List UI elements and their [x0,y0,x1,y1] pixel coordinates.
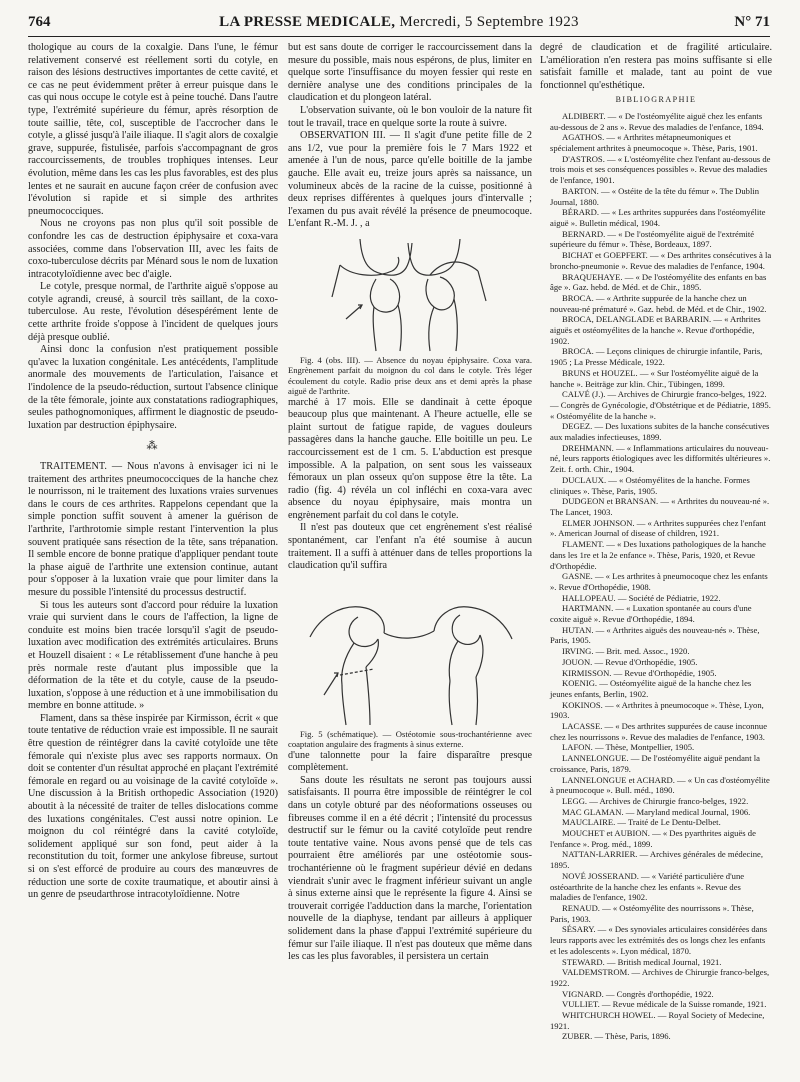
bibliography-entry: BARTON. — « Ostéite de la tête du fémur ». The Dublin Journal, 1880. [550,185,760,207]
bibliography-entry: DEGEZ. — Des luxations subites de la hanche consécutives aux maladies infectieuses, 1899. [550,421,770,443]
column-3 [540,42,772,1076]
page-header [28,14,770,34]
paragraph: Il n'est pas douteux que cet engrènement s'est réalisé spontanément, car l'enfant n'a été soumise à aucun traitement. Il a suffi à atténuer dans de telles proportions la claudication qu'il suffira [288,522,532,572]
figure-4-radiograph-sketch [310,235,510,353]
bibliography-entry: AGATHOS. — « Arthrites métapneumoniques et spécialement arthrites à pneumocoque ». Thèse, Paris, 1901. [550,132,758,154]
bibliography-entry: BICHAT et GOEPFERT. — « Des arthrites consécutives à la broncho-pneumonie ». Revue des maladies de l'enfance, 1904. [550,250,772,271]
bibliography-entry: IRVING. — Brit. med. Assoc., 1920. [562,646,690,657]
bibliography-entry: NATTAN-LARRIER. — Archives générales de médecine, 1895. [550,849,763,871]
paragraph: but est sans doute de corriger le raccourcissement dans la mesure du possible, mais nous espérons, de plus, limiter en quelque sorte l'insuffisance du moyen fessier qui reste en dernière analyse une des conditions principales de la claudication et du plongeon latéral. [288,42,532,104]
bibliography-entry: HARTMANN. — « Luxation spontanée au cours d'une coxite aiguë ». Revue d'Orthopédie, 1894. [550,603,752,625]
bibliography-entry: BRAQUEHAYE. — « De l'ostéomyélite des enfants en bas âge ». Gaz. hebd. de Méd. et de Chir., 1895. [550,271,767,293]
running-title [28,14,770,31]
bibliography-list [540,111,772,1042]
journal-name: LA PRESSE MEDICALE, [219,14,396,30]
paragraph: marché à 17 mois. Elle se dandinait à cette époque beaucoup plus que maintenant. A l'heure actuelle, elle se plaint surtout de fatigue rapide, de vagues douleurs passagères dans la hanche gauche. Elle boitille un peu. Le raccourcissement est de 1 cm. 5. L'abduction est presque impossible. A la palpation, on sent sous les vaisseaux fémoraux un plan osseux qu'on suppose être la tête. La radio (fig. 4) révéla un col infléchi en coxa-vara avec absence du noyau épiphysaire, mais montra un engrènement parfait du col dans le cotyle. [288,396,532,521]
bibliography-entry: MAC GLAMAN. — Maryland medical Journal, 1906. [562,806,751,817]
bibliography-entry: BÉRARD. — « Les arthrites suppurées dans l'ostéomyélite aiguë ». Bulletin médical, 1904. [550,207,766,228]
column-2 [288,42,532,1076]
paragraph: Sans doute les résultats ne seront pas toujours aussi satisfaisants. Il pourra être impossible de réintégrer le col dans un cotyle obturé par des néoformations osseuses ou fibreuses comme il en a été décrit ; l'intensité du processus destructif sur le fémur ou la cavité cotyloïde peut rendre toute tentative vaine. Nous avons pensé que de tels cas pourraient être améliorés par une ostéotomie sous-trochantérienne où le fragment supérieur dévié en dedans viendrait s'unir avec le fragment inférieur suivant un angle à sinus externe ainsi que le représente la figure 4. Ainsi se trouverait corrigée l'adduction dans la marche, l'orientation nouvelle de la diaphyse, tendant par ailleurs à appliquer solidement dans la phase d'appui l'extrémité supérieure du fémur sur l'aile iliaque. Il n'est pas douteux que même dans les cas les plus favorables, il persistera un certain [288,774,532,963]
bibliography-entry: LACASSE. — « Des arthrites suppurées de cause inconnue chez les nourrissons ». Revue des maladies de l'enfance, 1903. [550,721,768,742]
bibliography-entry: DUDGEON et BRANSAN. — « Arthrites du nouveau-né ». The Lancet, 1903. [550,496,770,517]
bibliography-entry: D'ASTROS. — « L'ostéomyélite chez l'enfant au-dessous de trois mois et ses conséquences possibles ». Revue des maladies de l'enfance, 1901. [550,153,771,186]
bibliography-entry: MOUCHET et AUBION. — « Des pyarthrites aiguës de l'enfance ». Prog. méd., 1899. [550,828,756,849]
bibliography-entry: LANNELONGUE. — De l'ostéomyélite aiguë pendant la croissance, Paris, 1879. [550,753,760,774]
bibliography-entry: WHITCHURCH HOWEL. — Royal Society of Medecine, 1921. [550,1010,765,1031]
paragraph-observation: OBSERVATION III. — Il s'agit d'une petite fille de 2 ans 1/2, vue pour la première fois le 7 Mars 1922 et amenée à l'un de nous, parce qu'elle boitille de la jambe gauche. Elle avait eu, treize jours après sa naissance, un volumineux abcès de la racine de la cuisse, positionné à deux reprises différentes à quelques jours d'intervalle ; l'examen du pus avait révélé la présence de pneumocoque. L'enfant R.-M. J. , a [288,130,532,230]
bibliography-entry: LEGG. — Archives de Chirurgie franco-belges, 1922. [562,795,749,806]
bibliography-entry: DREHMANN. — « Inflammations articulaires du nouveau-né, leurs rapports étiologiques avec les difformités ultérieures ». Zeit. f. orth. Chir., 1904. [550,442,771,475]
page-number: 764 [28,14,51,30]
figure-5-caption: Fig. 5 (schématique). — Ostéotomie sous-trochantérienne avec coaptation angulaire des fragments à sinus externe. [288,728,532,750]
bibliography-entry: VIGNARD. — Congrès d'orthopédie, 1922. [562,988,714,999]
bibliography-entry: VALDEMSTROM. — Archives de Chirurgie franco-belges, 1922. [550,967,770,988]
bibliography-entry: BROCA. — « Arthrite suppurée de la hanche chez un nouveau-né prématuré ». Gaz. hebd. de Méd. et de Chir., 1902. [550,292,767,314]
bibliography-entry: ELMER JOHNSON. — « Arthrites suppurées chez l'enfant ». American Journal of disease of children, 1921. [550,517,766,539]
paragraph: d'une talonnette pour la faire disparaître presque complètement. [288,749,532,774]
paragraph: thologique au cours de la coxalgie. Dans l'une, le fémur relativement conservé est réellement sorti du cotyle, en raison des lésions destructives importantes de cette cavité, et ce cas ne peut évidemment prêter à erreur puisque dans le cas qui nous occupe le cotyle est à peine touché. Dans l'autre type, l'extrémité supérieure du fémur, après résorption de toute saillie, tête, col, susceptible de l'accrocher dans le cotyle, a glissé jusqu'à l'aile iliaque. Il s'agit alors de coxalgie grave, suppurée, fistulisée, parfois s'accompagnant de gros raccourcissements, de troubles trophiques intenses. Leur évolution, même dans les cas les plus favorables, est des plus lentes et ne saurait en aucune façon créer de confusion avec l'évolution si rapide et si simple des arthrites pneumococciques. [28,42,278,217]
bibliography-entry: ALDIBERT. — « De l'ostéomyélite aiguë chez les enfants au-dessous de 2 ans ». Revue des maladies de l'enfance, 1894. [550,110,764,132]
figure-4-caption: Fig. 4 (obs. III). — Absence du noyau épiphysaire. Coxa vara. Engrènement parfait du moignon du col dans le cotyle. Très léger écoulement du cotyle. Radio prise deux ans et demi après la phase aiguë de l'arthrite. [288,354,532,397]
bibliography-entry: ZUBER. — Thèse, Paris, 1896. [562,1031,671,1042]
header-rule [28,36,770,37]
column-1 [28,42,278,1076]
paragraph: Ainsi donc la confusion n'est pratiquement possible qu'avec la luxation congénitale. Les antécédents, l'amplitude anormale des mouvements de l'articulation, l'aisance et l'indolence de la pseudo-réduction, surtout l'absence clinique de la tête fémorale, jointe aux constatations radiographiques, seules pathognomoniques, affirment le diagnostic de pseudo-luxation par destruction épiphysaire. [28,344,278,431]
bibliography-entry: BERNARD. — « De l'ostéomyélite aiguë de l'extrémité supérieure du fémur ». Thèse, Bordeaux, 1897. [550,228,755,250]
bibliography-entry: NOVÉ JOSSERAND. — « Variété particulière d'une ostéoarthrite de la hanche chez les enfants ». Revue des maladies de l'enfance, 1902. [550,870,745,903]
issue-number: N° 71 [734,14,770,30]
bibliography-entry: CALVÉ (J.). — Archives de Chirurgie franco-belges, 1922. — Congrès de Gynécologie, d'Obstétrique et de Pédiatrie, 1895. « Ostéomyélite de la hanche ». [550,389,771,421]
bibliography-entry: LANNELONGUE et ACHARD. — « Un cas d'ostéomyélite à pneumocoque ». Bull. méd., 1890. [550,774,770,796]
paragraph: degré de claudication et de fragilité articulaire. L'amélioration n'en restera pas moins suffisante si elle satisfait famille et malade, tant au point de vue fonctionnel qu'esthétique. [540,42,772,91]
bibliography-entry: RENAUD. — « Ostéomyélite des nourrissons ». Thèse, Paris, 1903. [550,903,754,924]
bibliography-entry: MAUCLAIRE. — Traité de Le Dentu-Delbet. [562,817,721,828]
bibliography-entry: FLAMENT. — « Des luxations pathologiques de la hanche dans les 1re et la 2e enfance ». Thèse, Paris, 1920, et Revue d'Orthopédie. [550,539,766,571]
bibliography-entry: HALLOPEAU. — Société de Pédiatrie, 1922. [562,592,721,603]
bibliography-entry: LAFON. — Thèse, Montpellier, 1905. [562,742,695,753]
paragraph: Flament, dans sa thèse inspirée par Kirmisson, écrit « que toute tentative de réduction vraie est impossible. Il ne saurait être question de réintégrer dans la cavité cotyloïde une tête fémorale qui n'existe plus avec ses rapports normaux. On doit se contenter d'un résultat approché en plaçant l'extrémité fémorale en regard ou au voisinage de la cavité cotyloïde ». Une discussion à la British orthopedic Association (1920) aboutit à la nécessité de traiter de telles dislocations comme des luxations congénitales. C'est aussi notre opinion. Le moignon du col réintégré dans la cavité cotyloïde, solidement appliqué sur son fond, peut aider à la reconstitution du toit, former une ankylose fibreuse, surtout si on s'est efforcé de produire au cours des manœuvres de réduction une sorte de coxite traumatique, et aboutir ainsi à un genre de pseudarthrose intracotyloïdienne. Notre [28,712,278,901]
figure-5-osteotomy-schematic [300,577,520,727]
paragraph: Le cotyle, presque normal, de l'arthrite aiguë s'oppose au cotyle agrandi, creusé, à sourcil très saillant, de la coxo-tuberculose. Au reste, l'évolution désespérément lente de cette arthrite froide s'oppose à l'incident de quelques jours déjà presque oublié. [28,281,278,343]
bibliography-entry: DUCLAUX. — « Ostéomyélites de la hanche. Formes cliniques ». Thèse, Paris, 1905. [550,474,750,496]
bibliography-entry: VULLIET. — Revue médicale de la Suisse romande, 1921. [562,999,767,1010]
paragraph: L'observation suivante, où le bon vouloir de la nature fit tout le travail, trace en quelque sorte la route à suivre. [288,104,532,129]
bibliography-entry: STEWARD. — British medical Journal, 1921. [562,956,722,967]
bibliography-title: BIBLIOGRAPHIE [615,95,697,105]
bibliography-entry: KOENIG. — Ostéomyélite aiguë de la hanche chez les jeunes enfants, Berlin, 1902. [550,678,752,699]
paragraph: Nous ne croyons pas non plus qu'il soit possible de confondre les cas de destruction épiphysaire et coxa-vara associées, comme dans l'observation III, avec les faits de coxo-tuberculose décrits par Ménard sous le nom de luxation intracotyloïdienne avec bec d'aigle. [28,218,278,280]
bibliography-entry: KOKINOS. — « Arthrites à pneumocoque ». Thèse, Lyon, 1903. [550,699,764,721]
bibliography-entry: KIRMISSON. — Revue d'Orthopédie, 1905. [562,667,717,678]
bibliography-entry: GASNE. — « Les arthrites à pneumocoque chez les enfants ». Revue d'Orthopédie, 1908. [550,571,768,592]
bibliography-entry: BROCA. — Leçons cliniques de chirurgie infantile, Paris, 1905 ; La Presse Médicale, 1922. [550,346,763,368]
bibliography-entry: HUTAN. — « Arthrites aiguës des nouveau-nés ». Thèse, Paris, 1905. [550,624,760,646]
section-separator: ⁂ [146,440,160,453]
bibliography-entry: BROCA, DELANGLADE et BARBARIN. — « Arthrites aiguës et ostéomyélites de la hanche ». Revue d'orthopédie, 1902. [550,314,761,346]
bibliography-entry: BRUNS et HOUZEL. — « Sur l'ostéomyélite aiguë de la hanche ». Beiträge zur klin. Chir., Tübingen, 1899. [550,367,759,389]
issue-date: Mercredi, 5 Septembre 1923 [399,14,579,30]
bibliography-entry: SÉSARY. — « Des synoviales articulaires considérées dans leurs rapports avec les extrémités des os longs chez les enfants et les adolescents ». Lyon médical, 1870. [550,924,768,956]
bibliography-entry: JOUON. — Revue d'Orthopédie, 1905. [562,656,698,667]
paragraph-treatment: TRAITEMENT. — Nous n'avons à envisager ici ni le traitement des arthrites pneumococciques de la hanche chez le nourrisson, ni le traitement des luxations vraies survenues dans le cours de ces arthrites. Rappelons cependant que la simple ponction suffit souvent à amener la guérison de l'arthrite, l'arthrotomie simple restant l'intervention la plus souvent pratiquée sans résection de la tête, sans trépanation. Il semble encore de bonne pratique d'appliquer pendant toute la phase aiguë de l'arthrite une extension continue, autant pour s'opposer à la luxation vraie que pour limiter dans la mesure du possible l'intensité du processus destructif. [28,461,278,598]
paragraph: Si tous les auteurs sont d'accord pour réduire la luxation vraie qui survient dans le cours de l'affection, la ligne de conduite est moins bien tracée lorsqu'il s'agit de pseudo-luxation avec modification des extrémités articulaires. Bruns et Houzell disaient : « Le rétablissement d'une hanche à peu près normale reste d'autant plus impossible que la déformation de la tête et du cotyle, cause de la pseudo-luxation, s'oppose à une réduction et à une immobilisation du membre en bonne attitude. » [28,599,278,712]
